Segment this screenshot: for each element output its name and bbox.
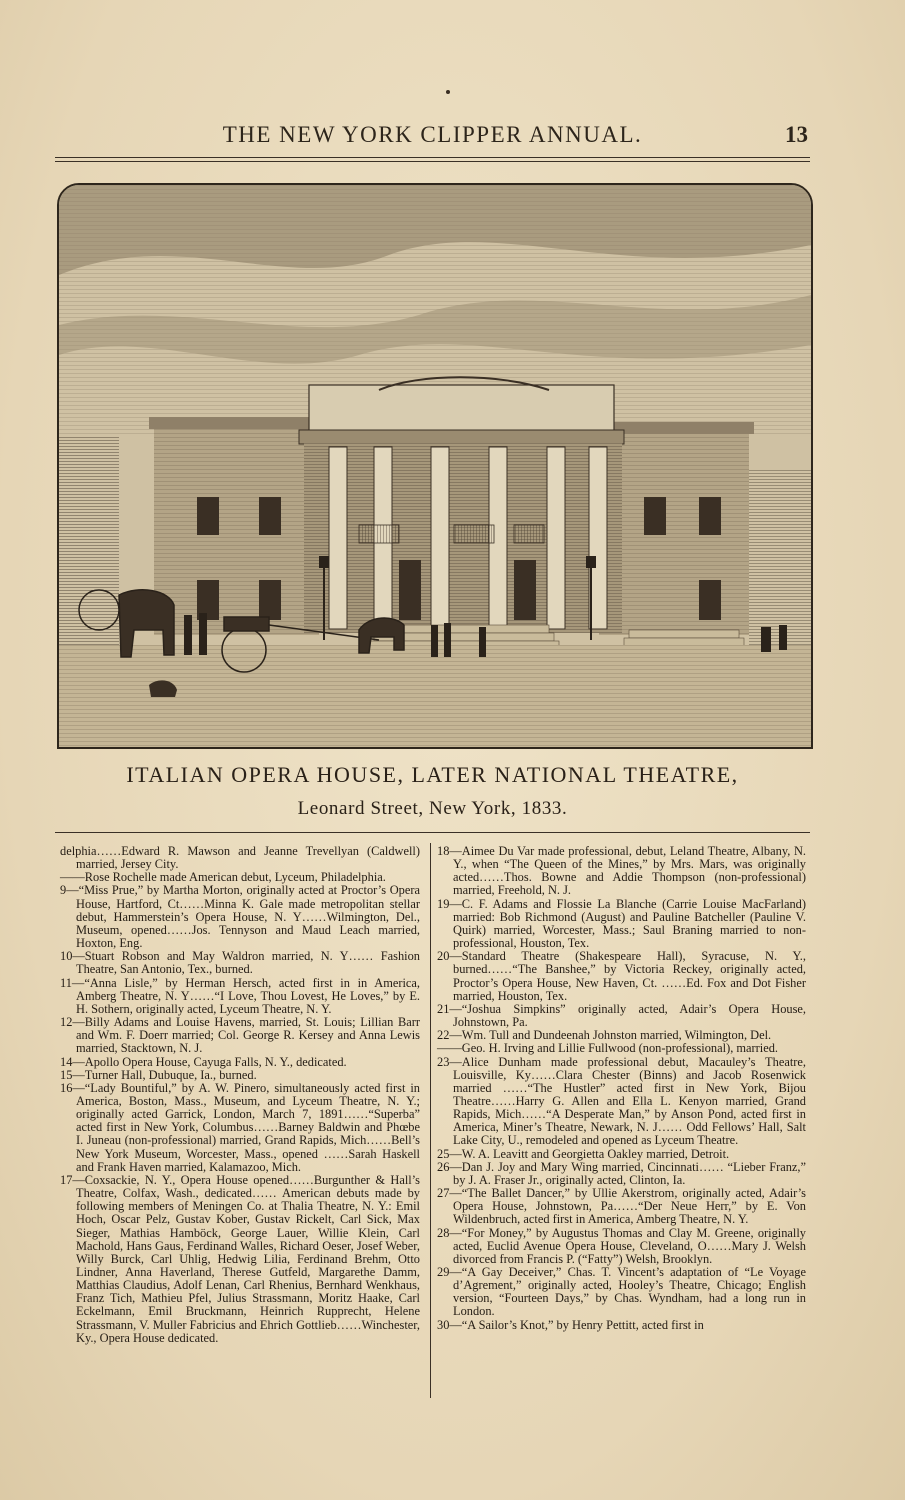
chronology-entry: 19—C. F. Adams and Flossie La Blanche (Carrie Louise MacFarland) married: Bob Richmond (August) and Pauline Batcheller (Pauline V. Quirk) married, Worcester, Mass.; Saul Braning married to non-professional, Houston, Tex. [437,896,806,951]
chronology-entry: 12—Billy Adams and Louise Havens, married, St. Louis; Lillian Barr and Wm. F. Doerr married; Col. George R. Kersey and Anna Lewis married, Stacktown, N. J. [60,1015,420,1056]
chronology-entry: 20—Standard Theatre (Shakespeare Hall), Syracuse, N. Y., burned……“The Banshee,” by Victoria Reckey, originally acted, Proctor’s Opera House, New Haven, Ct. ……Ed. Fox and Dot Fisher married, Houston, Tex. [437,949,806,1003]
chronology-entry: 15—Turner Hall, Dubuque, Ia., burned. [60,1067,257,1082]
chronology-entry: 21—“Joshua Simpkins” originally acted, Adair’s Opera House, Johnstown, Pa. [437,1001,806,1030]
column-divider [430,843,431,1398]
chronology-entry: 23—Alice Dunham made professional debut, Macauley’s Theatre, Louisville, Ky……Clara Chester (Binns) and Jacob Rosenwick married ……“The Hustler” acted first in New York, Bijou Theatre……Harry G. Allen and Ella L. Kenyon married, Grand Rapids, Mich……“A Desperate Man,” by Anson Pond, acted first in America, Miner’s Theatre, Newark, N. J…… Odd Fellows’ Hall, Salt Lake City, U., remodeled and opened as Lyceum Theatre. [437,1054,806,1148]
running-title: THE NEW YORK CLIPPER ANNUAL. [222,122,643,147]
right-column [437,845,806,1332]
chronology-entry: 26—Dan J. Joy and Mary Wing married, Cincinnati…… “Lieber Franz,” by J. A. Fraser Jr., originally acted, Clinton, Ia. [437,1159,806,1187]
illustration-caption-title: ITALIAN OPERA HOUSE, LATER NATIONAL THEATRE, [126,762,739,787]
ink-dot [446,90,450,94]
theatre-engraving [57,183,813,749]
chronology-entry: 30—“A Sailor’s Knot,” by Henry Pettitt, acted first in [437,1317,704,1332]
chronology-entry: 11—“Anna Lisle,” by Herman Hersch, acted first in in America, Amberg Theatre, N. Y……“I Love, Thou Lovest, He Loves,” by E. H. Sothern, originally acted, Lyceum Theatre, N. Y. [60,975,420,1016]
chronology-entry: 18—Aimee Du Var made professional, debut, Leland Theatre, Albany, N. Y., when “The Queen of the Mines,” by Mrs. Mars, was originally acted……Thos. Bowne and Addie Thompson (non-professional) married, Freehold, N. J. [437,844,806,898]
illustration-caption-subtitle: Leonard Street, New York, 1833. [297,798,568,819]
chronology-entry: 28—“For Money,” by Augustus Thomas and Clay M. Greene, originally acted, Euclid Avenue Opera House, Cleveland, O……Mary J. Welsh divorced from Francis P. (“Fatty”) Welsh, Brooklyn. [437,1225,806,1266]
chronology-entry: 25—W. A. Leavitt and Georgietta Oakley married, Detroit. [437,1146,730,1161]
header-rule-thin [55,161,810,162]
chronology-entry: 22—Wm. Tull and Dundeenah Johnston married, Wilmington, Del. [437,1028,772,1043]
chronology-entry: 16—“Lady Bountiful,” by A. W. Pinero, simultaneously acted first in America, Boston, Mass., Museum, and Lyceum Theatre, N. Y.; originally acted Garrick, London, March 7, 1891……“Superba” acted first in New York, Columbus……Barney Baldwin and Phœbe I. Juneau (non-professional) married, Grand Rapids, Mich……Bell’s New York Museum, Worcester, Mass., opened ……Sarah Haskell and Frank Haven married, Kalamazoo, Mich. [60,1080,420,1174]
chronology-entry: 27—“The Ballet Dancer,” by Ullie Akerstrom, originally acted, Adair’s Opera House, Johnstown, Pa……“Der Neue Herr,” by E. Von Wildenbruch, acted first in America, Amberg Theatre, N. Y. [437,1186,806,1227]
chronology-entry: ——Rose Rochelle made American debut, Lyceum, Philadelphia. [60,870,386,885]
section-rule [55,832,810,833]
chronology-entry: ——Geo. H. Irving and Lillie Fullwood (non-professional), married. [437,1041,779,1056]
chronology-entry: delphia……Edward R. Mawson and Jeanne Trevellyan (Caldwell) married, Jersey City. [60,844,420,872]
header-rule [55,157,810,158]
chronology-entry: 29—“A Gay Deceiver,” Chas. T. Vincent’s adaptation of “Le Voyage d’Agrement,” originally acted, Hooley’s Theatre, Chicago; English version, “Fourteen Days,” by Chas. Wyndham, had a long run in London. [437,1265,806,1319]
chronology-entry: 17—Coxsackie, N. Y., Opera House opened……Burgunther & Hall’s Theatre, Colfax, Wash., dedicated…… American debuts made by following members of Meningen Co. at Thalia Theatre, N. Y.: Emil Hoch, Oscar Pelz, Gustav Kober, Gustav Rickelt, Carl Sick, Max Sieger, Mathias Hamböck, George Lauer, Willie Klein, Carl Machold, Hans Gaus, Ferdinand Walles, Richard Oeser, Josef Weber, Willy Burck, Carl Uhlig, Hedwig Lilia, Ferdinand Brehm, Otto Lindner, Anna Haverland, Therese Gutfeld, Margarethe Damm, Matthias Claudius, Adolf Lenan, Carl Rhenius, Bernhard Wenkhaus, Franz Tich, Mathieu Pfel, Julius Strassmann, Moritz Haake, Carl Eckelmann, Emil Bruckmann, Heinrich Rupprecht, Helene Strassmann, V. Muller Fabricius and Ehrich Gottlieb……Winchester, Ky., Opera House dedicated. [60,1172,420,1345]
left-column [60,845,420,1345]
page-header [55,122,810,154]
chronology-entry: 10—Stuart Robson and May Waldron married, N. Y…… Fashion Theatre, San Antonio, Tex., burned. [60,949,420,977]
chronology-entry: 9—“Miss Prue,” by Martha Morton, originally acted at Proctor’s Opera House, Hartford, Ct……Minna K. Gale made metropolitan stellar debut, Hammerstein’s Opera House, N. Y……Wilmington, Del., Museum, opened……Jos. Tennyson and Maud Leach married, Hoxton, Eng. [60,883,420,951]
page-number: 13 [785,122,808,147]
engraving-illustration [59,185,811,747]
chronology-entry: 14—Apollo Opera House, Cayuga Falls, N. Y., dedicated. [60,1054,347,1069]
